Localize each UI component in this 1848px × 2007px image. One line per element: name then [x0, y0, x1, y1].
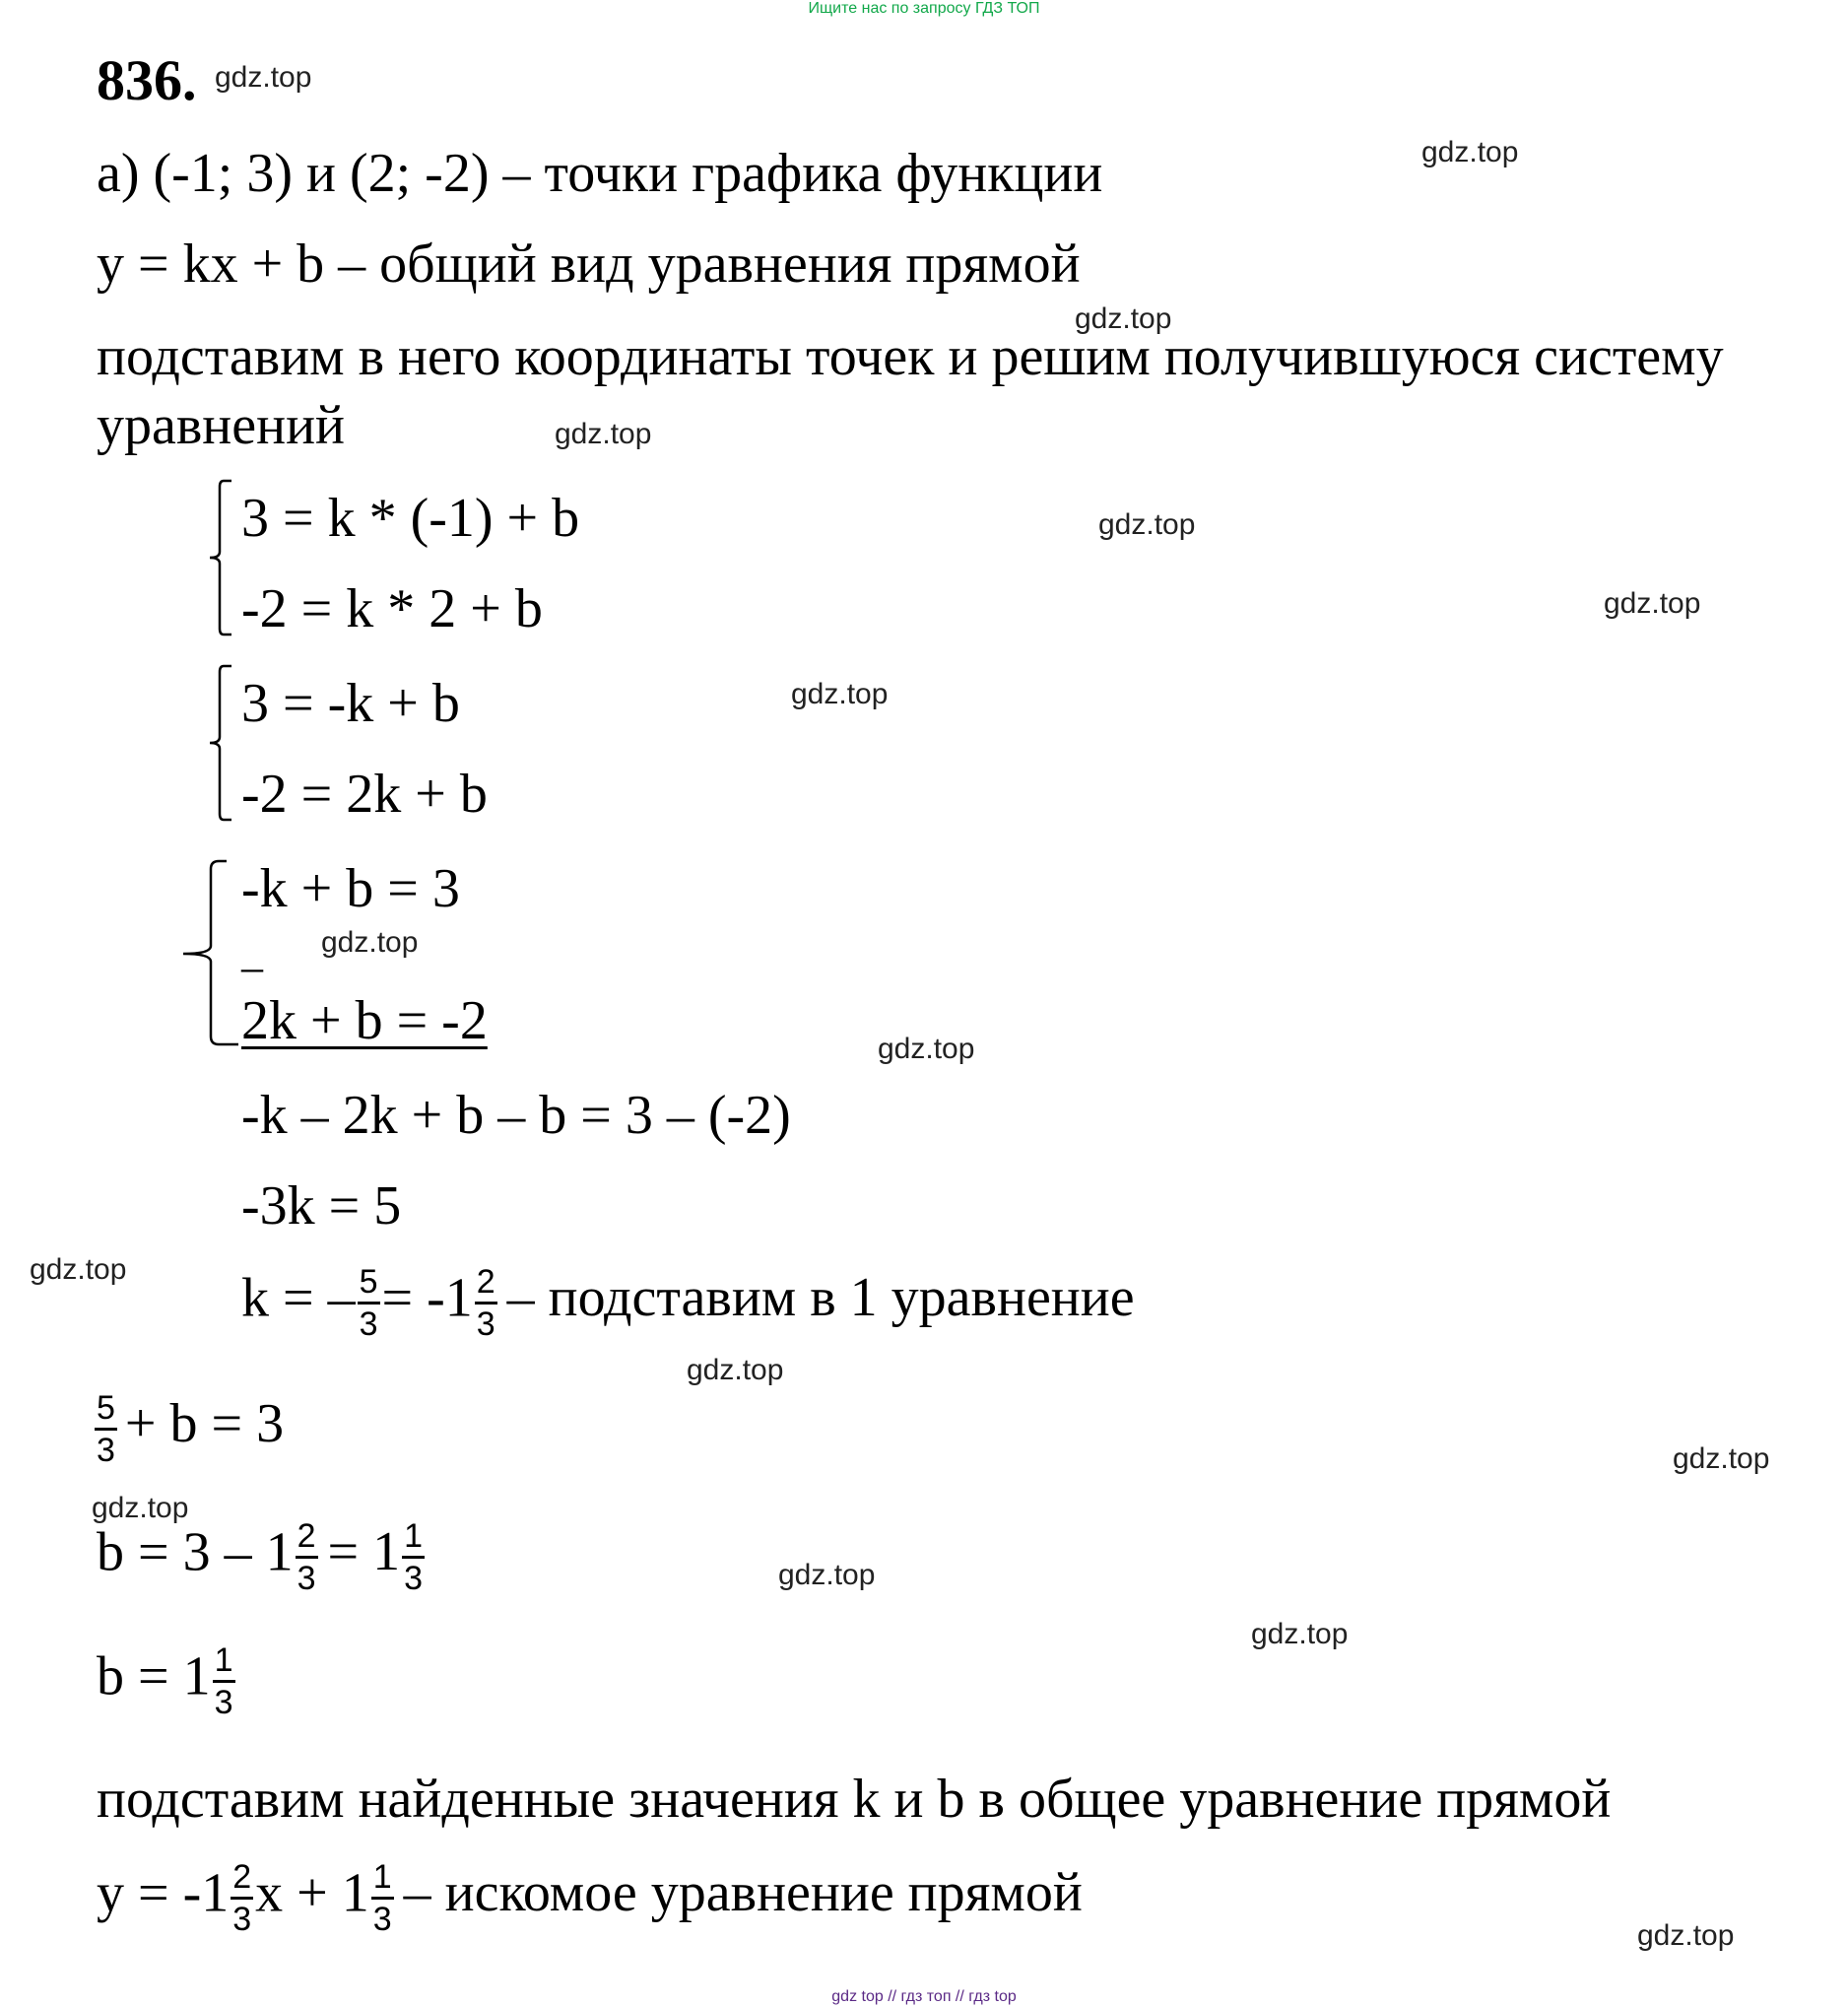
- watermark: gdz.top: [791, 678, 889, 710]
- fraction: $\frac{2}{3}$: [476, 1263, 495, 1343]
- watermark: gdz.top: [555, 418, 652, 450]
- fraction: $\frac{1}{3}$: [404, 1517, 424, 1597]
- line-a-intro: а) (-1; 3) и (2; -2) – точки графика функции: [97, 143, 1103, 204]
- system-brace: [179, 859, 238, 1048]
- k-prefix: k = –: [241, 1267, 356, 1329]
- line-substitute-1: подставим в него координаты точек и решим получившуюся систему: [97, 326, 1724, 387]
- fraction: $\frac{1}{3}$: [214, 1641, 233, 1721]
- line-final-equation: [97, 1860, 1083, 1936]
- watermark: gdz.top: [1421, 136, 1519, 168]
- fraction: $\frac{2}{3}$: [297, 1517, 316, 1597]
- footer-strip: gdz top // гдз топ // гдз top: [831, 1988, 1017, 2005]
- line-eq-b1: [93, 1391, 284, 1467]
- task-number: 836.: [97, 48, 197, 112]
- b-calc-mid: = 1: [327, 1521, 401, 1583]
- line-subtract: -k – 2k + b – b = 3 – (-2): [241, 1085, 791, 1146]
- b-result-prefix: b = 1: [97, 1645, 211, 1707]
- watermark: gdz.top: [1251, 1618, 1349, 1650]
- system-brace: [202, 664, 241, 822]
- line-b-calc: [97, 1519, 427, 1595]
- watermark: gdz.top: [687, 1354, 784, 1386]
- k-suffix: – подставим в 1 уравнение: [506, 1267, 1135, 1329]
- watermark: gdz.top: [778, 1559, 876, 1591]
- watermark: gdz.top: [1673, 1442, 1770, 1475]
- fraction: $\frac{5}{3}$: [97, 1389, 115, 1469]
- system3-minus-sign: –: [241, 943, 263, 991]
- watermark: gdz.top: [1604, 587, 1701, 620]
- line-final-intro: подставим найденные значения k и b в общее уравнение прямой: [97, 1769, 1612, 1830]
- system2-eq1: 3 = -k + b: [241, 673, 460, 734]
- k-eq: = -1: [381, 1267, 473, 1329]
- watermark: gdz.top: [30, 1253, 127, 1286]
- line-b-result: [97, 1643, 237, 1719]
- system-brace: [202, 479, 241, 636]
- system3-eq2: 2k + b = -2: [241, 990, 488, 1051]
- watermark: gdz.top: [215, 61, 312, 94]
- system2-eq2: -2 = 2k + b: [241, 764, 488, 825]
- watermark: gdz.top: [1075, 302, 1172, 335]
- system3-eq1: -k + b = 3: [241, 858, 460, 919]
- system1-eq2: -2 = k * 2 + b: [241, 578, 543, 639]
- b-calc-prefix: b = 3 – 1: [97, 1521, 294, 1583]
- watermark: gdz.top: [878, 1033, 975, 1065]
- line-general-form: y = kx + b – общий вид уравнения прямой: [97, 234, 1081, 295]
- line-minus-3k: -3k = 5: [241, 1175, 402, 1237]
- line-substitute-2: уравнений: [97, 395, 346, 456]
- watermark: gdz.top: [321, 926, 419, 959]
- watermark: gdz.top: [1637, 1919, 1735, 1952]
- system1-eq1: 3 = k * (-1) + b: [241, 488, 580, 549]
- final-prefix: y = -1: [97, 1862, 230, 1924]
- fraction: $\frac{2}{3}$: [232, 1858, 252, 1938]
- watermark: gdz.top: [1098, 508, 1196, 541]
- fraction: $\frac{1}{3}$: [372, 1858, 392, 1938]
- final-suffix: – искомое уравнение прямой: [403, 1862, 1083, 1924]
- line-k-value: [241, 1265, 1135, 1341]
- eq-b1-suffix: + b = 3: [124, 1393, 285, 1455]
- fraction: $\frac{5}{3}$: [359, 1263, 378, 1343]
- watermark: gdz.top: [92, 1492, 189, 1524]
- final-mid: x + 1: [255, 1862, 369, 1924]
- search-banner: Ищите нас по запросу ГДЗ ТОП: [808, 0, 1040, 17]
